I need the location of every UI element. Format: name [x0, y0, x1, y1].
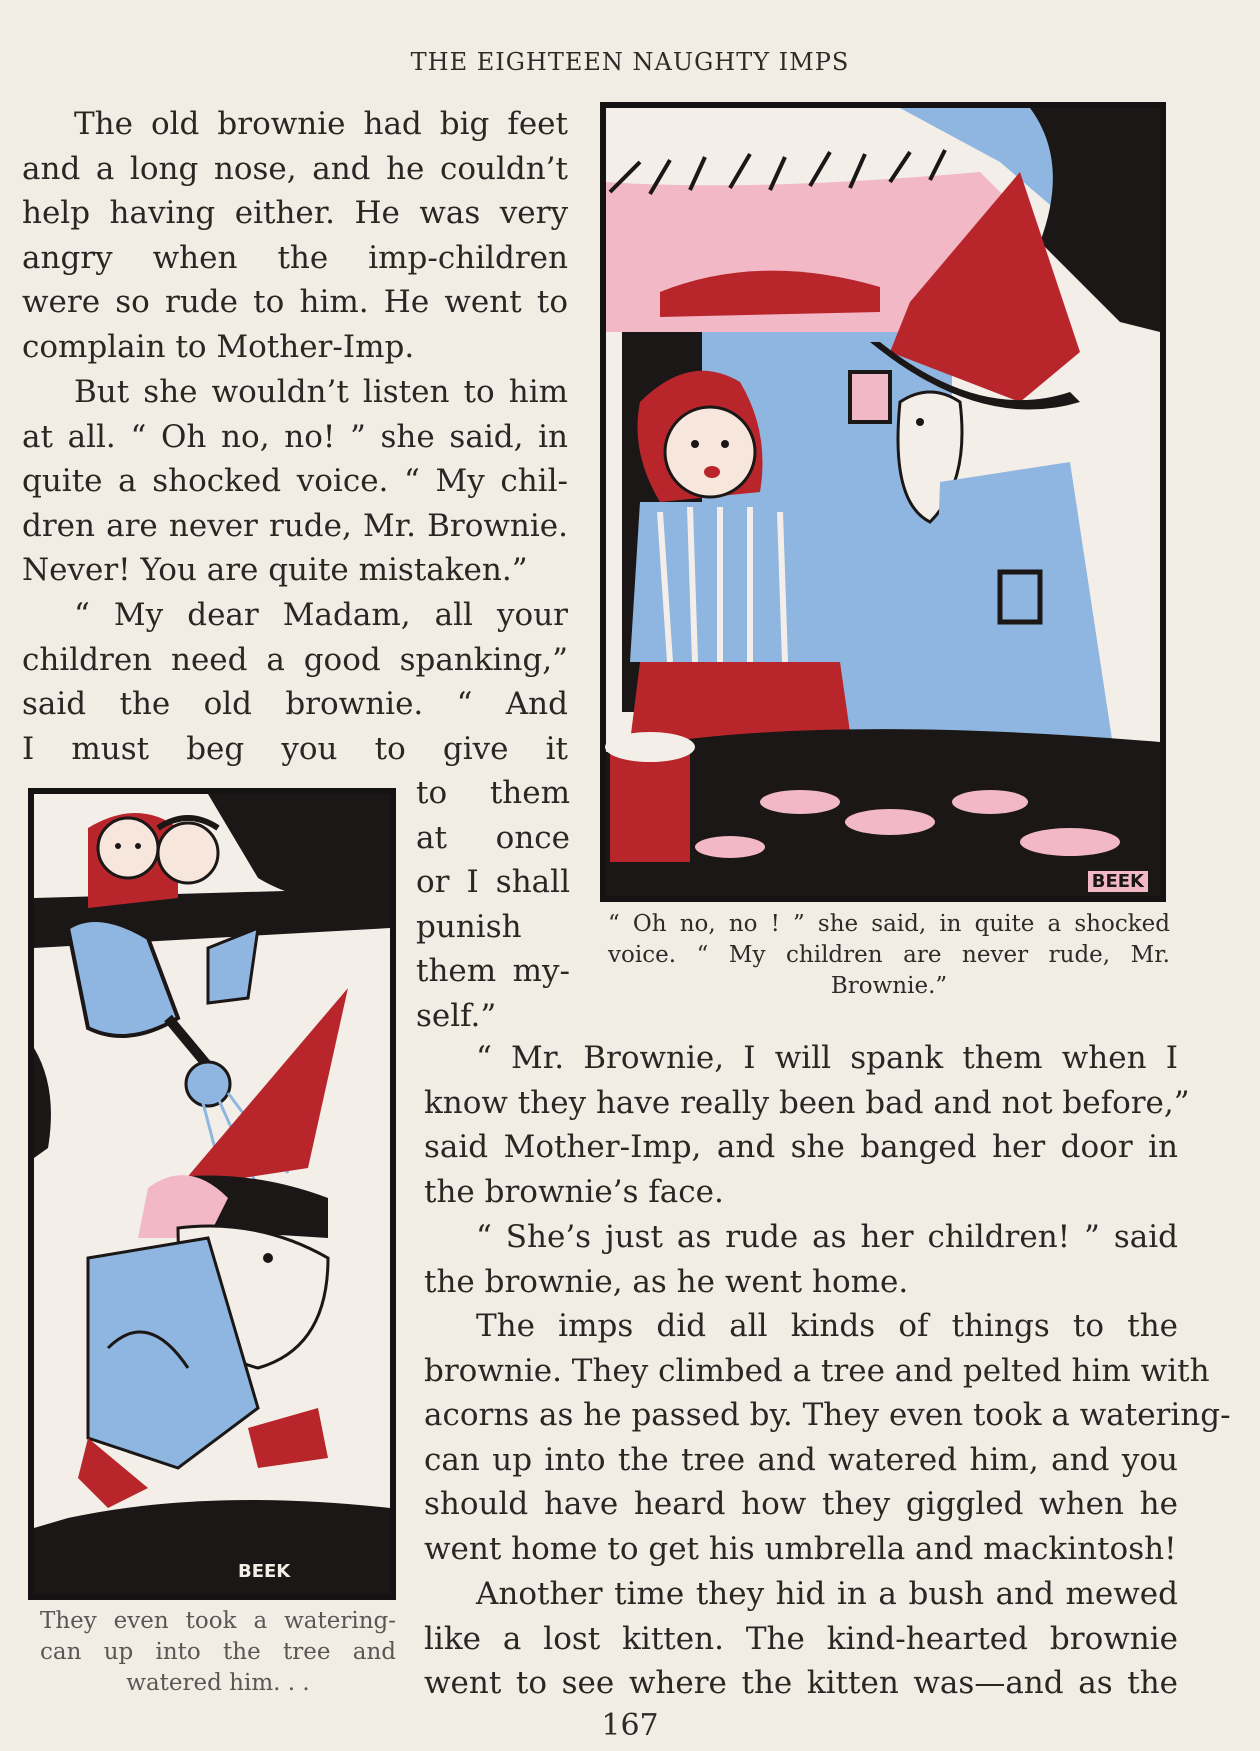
text-line: went to see where the kitten was—and as the — [424, 1665, 1178, 1702]
text-line: to them — [416, 775, 570, 811]
text-line: punish — [416, 908, 522, 945]
text-line: know they have really been bad and not before,” — [424, 1084, 1190, 1121]
text-line: But she wouldn’t listen to him — [74, 374, 568, 410]
text-line: brownie. They climbed a tree and pelted him with — [424, 1352, 1210, 1389]
illustration-imps-watering-brownie — [28, 788, 396, 1600]
paragraph-continuation — [416, 771, 570, 1038]
paragraph — [424, 1304, 1231, 1572]
caption-line: They even took a watering- — [40, 1608, 396, 1634]
text-line: at once — [416, 819, 570, 856]
text-line: acorns as he passed by. They even took a watering- — [424, 1397, 1231, 1434]
text-line: Another time they hid in a bush and mewed — [476, 1576, 1178, 1612]
text-line: can up into the tree and watered him, and you — [424, 1441, 1178, 1478]
text-line: quite a shocked voice. “ My chil- — [22, 463, 568, 500]
text-line: them my- — [416, 953, 570, 989]
text-line: complain to Mother-Imp. — [22, 328, 415, 365]
illustration-mother-imp-and-brownie — [600, 102, 1166, 902]
paragraph — [22, 102, 568, 370]
text-line: dren are never rude, Mr. Brownie. — [22, 507, 568, 544]
text-line: or I shall — [416, 864, 570, 900]
text-line: The imps did all kinds of things to the — [476, 1308, 1178, 1344]
caption-line: Brownie.” — [830, 973, 948, 999]
text-line: said Mother-Imp, and she banged her door in — [424, 1129, 1178, 1166]
text-line: went home to get his umbrella and mackintosh! — [424, 1530, 1177, 1567]
paragraph — [22, 370, 568, 593]
text-line: and a long nose, and he couldn’t — [22, 150, 568, 187]
text-line: help having either. He was very — [22, 195, 568, 232]
illustration-signature: BEEK — [238, 1561, 291, 1582]
illustration-caption — [40, 1606, 396, 1699]
text-line: self.” — [416, 997, 497, 1034]
text-line: should have heard how they giggled when he — [424, 1486, 1178, 1523]
text-line: at all. “ Oh no, no! ” she said, in — [22, 418, 568, 455]
text-line: “ Mr. Brownie, I will spank them when I — [476, 1040, 1178, 1076]
text-line: the brownie’s face. — [424, 1173, 724, 1210]
text-line: said the old brownie. “ And — [22, 686, 568, 723]
text-line: the brownie, as he went home. — [424, 1263, 909, 1300]
text-line: Never! You are quite mistaken.” — [22, 552, 528, 589]
caption-line: can up into the tree and — [40, 1639, 396, 1665]
text-line: “ My dear Madam, all your — [74, 597, 568, 633]
paragraph — [424, 1036, 1190, 1214]
text-line: were so rude to him. He went to — [22, 284, 568, 321]
paragraph — [22, 593, 568, 771]
text-line: like a lost kitten. The kind-hearted brownie — [424, 1620, 1178, 1657]
text-line: The old brownie had big feet — [74, 106, 568, 142]
illustration-caption — [608, 909, 1170, 1002]
caption-line: “ Oh no, no ! ” she said, in quite a shocked — [608, 911, 1170, 937]
caption-line: watered him. . . — [126, 1670, 310, 1696]
text-line: “ She’s just as rude as her children! ” said — [476, 1219, 1178, 1255]
page-number: 167 — [601, 1708, 659, 1743]
illustration-signature: BEEK — [1088, 871, 1148, 892]
paragraph — [424, 1572, 1178, 1706]
caption-line: voice. “ My children are never rude, Mr. — [608, 942, 1170, 968]
running-head: THE EIGHTEEN NAUGHTY IMPS — [410, 48, 850, 76]
text-line: angry when the imp-children — [22, 239, 568, 276]
paragraph — [424, 1215, 1178, 1304]
text-line: children need a good spanking,” — [22, 641, 568, 678]
text-line: I must beg you to give it — [22, 730, 568, 767]
